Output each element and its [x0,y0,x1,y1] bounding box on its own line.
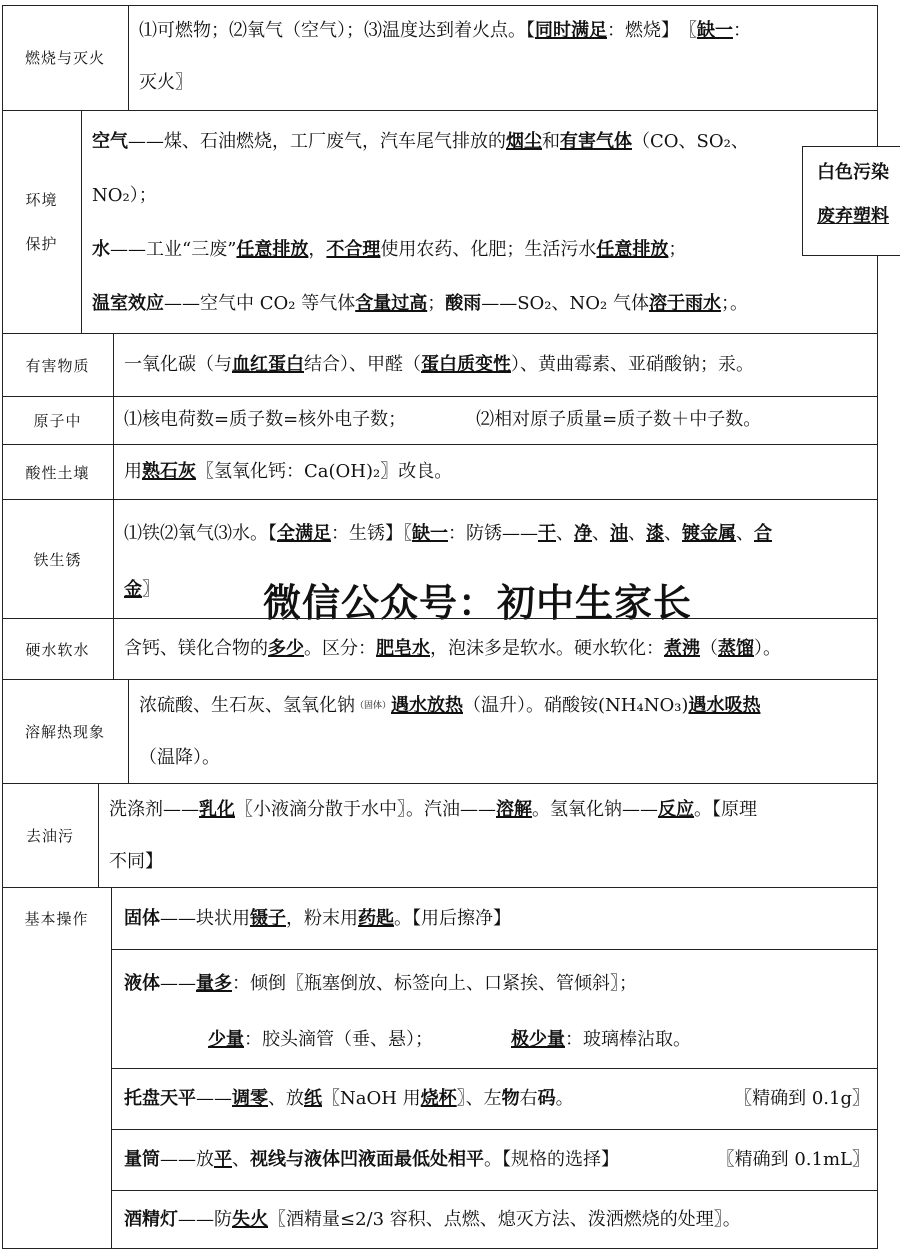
row-harmful [2,333,878,396]
op-cylinder: 量筒——放平、视线与液体凹液面最低处相平。【规格的选择】 〖精确到 0.1mL〗 [112,1129,878,1190]
row-content: 一氧化碳（与血红蛋白结合）、甲醛（蛋白质变性）、黄曲霉素、亚硝酸钠；汞。 [124,354,754,375]
op-alcohol-lamp: 酒精灯——防失火〖酒精量≤2/3 容积、点燃、熄灭方法、泼洒燃烧的处理〗。 [112,1190,878,1250]
row-label: 基本操作 [2,888,112,1249]
row-label: 铁生锈 [2,500,114,618]
side-note-line: 白色污染 [817,162,889,183]
row-content: ⑴可燃物；⑵氧气（空气）；⑶温度达到着火点。【同时满足：燃烧】 〖缺一： 灭火〗 [139,20,751,93]
row-label: 去油污 [2,784,99,887]
row-label: 环境 保护 [2,111,82,333]
row-dissolve-heat [2,679,878,783]
side-note-line: 废弃塑料 [817,206,889,227]
row-label: 硬水软水 [2,619,114,679]
row-content: ⑴核电荷数=质子数=核外电子数； ⑵相对原子质量=质子数＋中子数。 [124,409,762,430]
op-balance: 托盘天平——调零、放纸〖NaOH 用烧杯〗、左物右码。 〖精确到 0.1g〗 [112,1068,878,1129]
row-basic-operations [2,887,878,1249]
row-label: 有害物质 [2,334,114,396]
row-label: 燃烧与灭火 [2,5,129,110]
row-label: 溶解热现象 [2,680,129,783]
op-liquid: 液体——量多：倾倒〖瓶塞倒放、标签向上、口紧挨、管倾斜〗； 少量：胶头滴管（垂、悬）； 极少量：玻璃棒沾取。 [112,949,878,1068]
watermark: 微信公众号：初中生家长 [263,581,693,625]
row-label: 原子中 [2,397,114,444]
row-hard-water [2,618,878,679]
row-content: 空气——煤、石油燃烧，工厂废气，汽车尾气排放的烟尘和有害气体（CO、SO₂、 NO₂）； 水——工业“三废”任意排放，不合理使用农药、化肥；生活污水任意排放； 温室效应——空气中 CO₂ 等气体含量过高；酸雨——SO₂、NO₂ 气体溶于雨水；。 [92,131,749,314]
row-atom [2,396,878,444]
row-label: 酸性土壤 [2,445,114,499]
row-content: 洗涤剂——乳化〖小液滴分散于水中〗。汽油——溶解。氢氧化钠——反应。【原理 不同】 [109,799,757,872]
row-content: ⑴铁⑵氧气⑶水。【全满足：生锈】〖缺一：防锈——干、净、油、漆、镀金属、合 金〗 [124,523,772,600]
row-content: 含钙、镁化合物的多少。区分：肥皂水，泡沫多是软水。硬水软化：煮沸（蒸馏）。 [124,638,781,659]
op-solid: 固体——块状用镊子，粉末用药匙。【用后擦净】 [124,908,511,929]
side-note-box [802,146,900,256]
row-degrease [2,783,878,887]
row-content: 浓硫酸、生石灰、氢氧化钠（固体）遇水放热（温升）。硝酸铵(NH₄NO₃)遇水吸热 （温降）。 [139,695,761,768]
row-environment [2,110,878,333]
row-content: 用熟石灰〖氢氧化钙：Ca(OH)₂〗改良。 [124,461,453,482]
row-combustion [2,5,878,110]
row-acid-soil [2,444,878,499]
